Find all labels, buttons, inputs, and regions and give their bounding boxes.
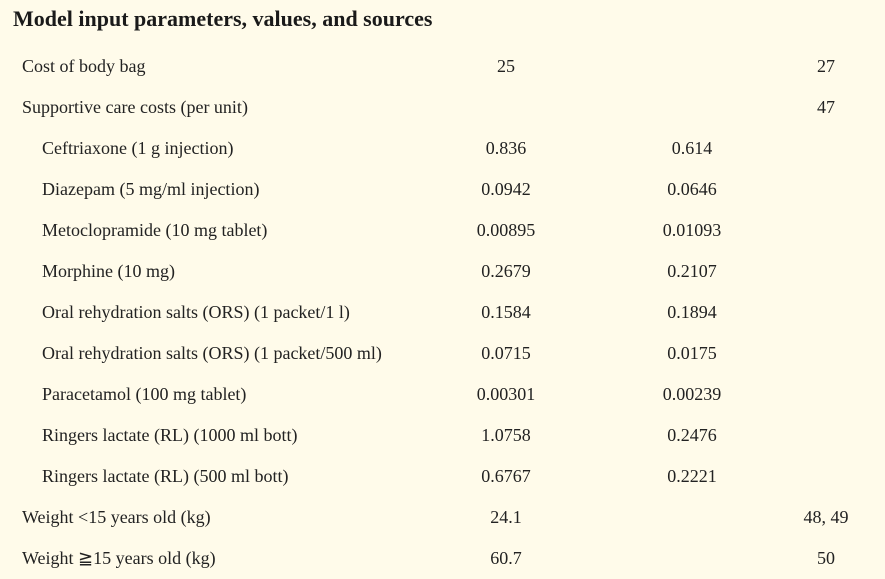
table-row xyxy=(0,169,885,210)
source-ref: 48, 49 xyxy=(803,507,849,527)
value-1: 0.0942 xyxy=(481,179,531,199)
parameters-table xyxy=(0,46,885,579)
table-row xyxy=(0,415,885,456)
value-2: 0.0646 xyxy=(667,179,717,199)
param-name: Oral rehydration salts (ORS) (1 packet/500 ml) xyxy=(42,343,382,363)
value-2: 0.2107 xyxy=(667,261,717,281)
param-name: Metoclopramide (10 mg tablet) xyxy=(42,220,268,240)
param-name: Supportive care costs (per unit) xyxy=(22,97,248,117)
value-1: 0.2679 xyxy=(481,261,531,281)
table-row xyxy=(0,333,885,374)
table-row xyxy=(0,497,885,538)
source-ref: 47 xyxy=(817,97,835,117)
value-1: 0.1584 xyxy=(481,302,531,322)
param-name: Ceftriaxone (1 g injection) xyxy=(42,138,234,158)
value-2: 0.2221 xyxy=(667,466,717,486)
table-title: Model input parameters, values, and sources xyxy=(13,6,433,31)
table-row xyxy=(0,210,885,251)
table-row xyxy=(0,292,885,333)
value-2: 0.614 xyxy=(671,138,713,158)
param-name: Ringers lactate (RL) (1000 ml bott) xyxy=(42,425,298,445)
param-name: Weight ≧15 years old (kg) xyxy=(22,548,216,568)
value-1: 0.0715 xyxy=(481,343,531,363)
value-2: 0.0175 xyxy=(667,343,717,363)
table-row xyxy=(0,46,885,87)
value-1: 0.00301 xyxy=(476,384,536,404)
value-1: 1.0758 xyxy=(481,425,531,445)
table-row xyxy=(0,251,885,292)
value-2: 0.1894 xyxy=(667,302,717,322)
value-1: 0.6767 xyxy=(481,466,531,486)
table-row xyxy=(0,87,885,128)
param-name: Paracetamol (100 mg tablet) xyxy=(42,384,247,404)
source-ref: 27 xyxy=(817,56,835,76)
value-1: 24.1 xyxy=(490,507,522,527)
table-row xyxy=(0,538,885,579)
param-name: Oral rehydration salts (ORS) (1 packet/1 l) xyxy=(42,302,350,322)
param-name: Morphine (10 mg) xyxy=(42,261,175,281)
value-2: 0.01093 xyxy=(662,220,722,240)
table-row xyxy=(0,456,885,497)
source-ref: 50 xyxy=(817,548,835,568)
param-name: Ringers lactate (RL) (500 ml bott) xyxy=(42,466,289,486)
param-name: Diazepam (5 mg/ml injection) xyxy=(42,179,260,199)
value-1: 0.836 xyxy=(485,138,527,158)
table-row xyxy=(0,128,885,169)
table-row xyxy=(0,374,885,415)
value-1: 25 xyxy=(497,56,515,76)
value-2: 0.00239 xyxy=(662,384,722,404)
value-1: 0.00895 xyxy=(476,220,536,240)
value-2: 0.2476 xyxy=(667,425,717,445)
param-name: Weight <15 years old (kg) xyxy=(22,507,211,527)
value-1: 60.7 xyxy=(490,548,522,568)
param-name: Cost of body bag xyxy=(22,56,146,76)
